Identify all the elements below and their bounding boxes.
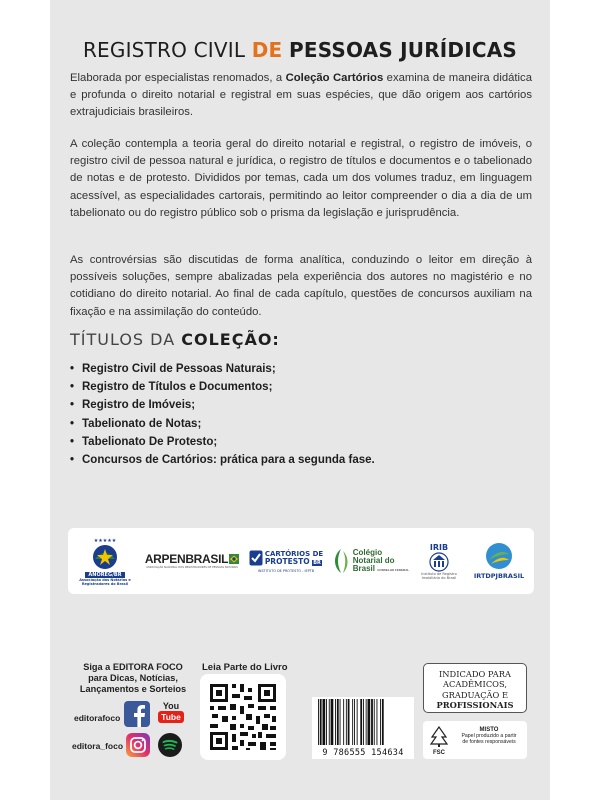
isbn-barcode: [312, 697, 414, 759]
method-paragraph: As controvérsias são discutidas de forma analítica, conduzindo o leitor em direção à possíveis soluções, sempre abalizadas pela experiência dos autores no magistério e no cotidiano do direito notarial. Ao final de cada capítulo, questões de concursos auxiliam na fixação e na assimilação do conteúdo.: [70, 254, 532, 318]
fsc-certification: [423, 721, 527, 759]
audience-line-1: INDICADO PARA: [439, 669, 511, 679]
intro-text-after: examina de maneira didática e profunda o direito notarial e registral em suas espécies, que dão origem aos cartórios extrajudiciais brasileiros.: [70, 72, 532, 119]
list-item-label: Tabelionato de Notas;: [82, 417, 202, 430]
list-item: [70, 415, 375, 433]
barcode-bar: [348, 699, 350, 745]
cnb-line-1: Colégio: [352, 547, 383, 557]
list-item: [70, 451, 375, 469]
barcode-bar: [326, 699, 327, 745]
anoreg-name: ANOREG/BR: [85, 572, 124, 578]
bullet-icon: •: [70, 399, 75, 412]
irib-emblem-icon: [428, 552, 450, 572]
protesto-line-2-wrap: [265, 558, 323, 567]
follow-line-2: para Dicas, Notícias,: [88, 673, 178, 683]
list-item: [70, 396, 375, 414]
list-item-label: Registro Civil de Pessoas Naturais;: [82, 363, 276, 375]
read-sample-label: Leia Parte do Livro: [202, 662, 288, 673]
list-item: [70, 360, 375, 378]
cnb-line-2: Notarial do: [352, 555, 395, 565]
instagram-icon[interactable]: [126, 733, 150, 757]
cnb-line-3-wrap: [353, 565, 409, 574]
anoreg-logo: [72, 528, 138, 594]
barcode-bar: [360, 699, 362, 745]
fsc-line-2: Papel produzido a partir: [461, 733, 517, 739]
barcode-bar: [380, 699, 381, 745]
anoreg-emblem-icon: [87, 537, 123, 571]
checkmark-shield-icon: [249, 550, 263, 566]
barcode-bar: [343, 699, 344, 745]
protesto-logo: [248, 528, 324, 594]
barcode-bar: [368, 699, 371, 745]
bullet-icon: •: [70, 363, 75, 375]
irtdpj-logo: [468, 528, 530, 594]
barcode-bar: [366, 699, 367, 745]
instagram-handle[interactable]: editora_foco: [72, 741, 124, 751]
title-part-1: REGISTRO CIVIL: [82, 38, 246, 62]
cnb-line-3: Brasil: [352, 563, 375, 573]
barcode-bar: [357, 699, 358, 745]
irib-subtitle-1: Instituto de Registro: [421, 571, 457, 576]
protesto-badge: BR: [313, 559, 321, 566]
youtube-icon[interactable]: [158, 701, 184, 727]
barcode-bar: [377, 699, 378, 745]
protesto-text: [265, 550, 323, 567]
arpen-wordmark: [145, 552, 239, 566]
list-item-label: Registro de Imóveis;: [82, 399, 196, 412]
titles-list: [70, 360, 375, 469]
fsc-tree-icon: [428, 725, 450, 755]
follow-text: [72, 662, 194, 695]
irtdpj-emblem-icon: [485, 542, 513, 570]
arpen-name: ARPENBRASIL: [144, 552, 229, 566]
barcode-bar: [340, 699, 341, 745]
leaf-emblem-icon: [331, 547, 351, 575]
barcode-bar: [354, 699, 355, 745]
irib-logo: [414, 528, 464, 594]
barcode-bar: [371, 699, 373, 745]
barcode-bar: [352, 699, 353, 745]
bullet-icon: •: [70, 435, 75, 448]
list-item-label: Tabelionato De Protesto;: [82, 435, 218, 448]
protesto-line-2: PROTESTO: [264, 556, 310, 566]
youtube-tube: Tube: [158, 711, 184, 723]
audience-line-3: GRADUAÇÃO E: [441, 689, 509, 700]
title-part-3: PESSOAS JURÍDICAS: [288, 38, 518, 62]
partner-logos-strip: [68, 528, 534, 594]
list-item-label: Concursos de Cartórios: prática para a segunda fase.: [82, 454, 375, 467]
title-part-2: DE: [251, 38, 283, 62]
audience-box: [423, 663, 527, 713]
barcode-bar: [346, 699, 347, 745]
cover-title: [50, 38, 550, 62]
anoreg-subtitle-2: Registradores do Brasil: [81, 581, 129, 586]
heading-normal: TÍTULOS DA: [70, 330, 176, 349]
cnb-subtitle: CONSELHO FEDERAL: [377, 567, 410, 572]
arpen-logo: [140, 528, 244, 594]
protesto-mark: [249, 550, 323, 567]
arpen-subtitle: ASSOCIAÇÃO NACIONAL DOS REGISTRADORES DE PESSOAS NATURAIS: [146, 566, 238, 569]
bullet-icon: •: [70, 417, 75, 430]
book-back-cover: [50, 0, 550, 800]
barcode-bar: [318, 699, 319, 745]
collection-name: Coleção Cartórios: [285, 72, 384, 84]
audience-line-4: PROFISSIONAIS: [436, 700, 514, 711]
barcode-bar: [331, 699, 334, 745]
arpen-flag-icon: [229, 554, 239, 564]
qr-code-icon: [200, 674, 286, 760]
barcode-bar: [374, 699, 375, 745]
barcode-icon: [312, 699, 414, 749]
spotify-icon[interactable]: [158, 733, 182, 757]
barcode-bar: [335, 699, 336, 745]
barcode-bar: [363, 699, 364, 745]
bullet-icon: •: [70, 454, 75, 467]
isbn-number: 9 786555 154634: [322, 748, 404, 758]
bullet-icon: •: [70, 381, 75, 394]
barcode-bar: [337, 699, 339, 745]
barcode-bar: [323, 699, 326, 745]
barcode-bar: [329, 699, 330, 745]
titles-section-heading: [70, 330, 280, 349]
fsc-label: FSC: [433, 750, 445, 755]
barcode-bar: [320, 699, 322, 745]
facebook-handle[interactable]: editorafoco: [74, 713, 121, 723]
irib-name: IRIB: [429, 542, 449, 552]
irtdpj-name: IRTDPJBRASIL: [473, 572, 525, 580]
list-item-label: Registro de Títulos e Documentos;: [82, 381, 273, 394]
protesto-subtitle: INSTITUTO DE PROTESTO - IEPTB: [257, 568, 315, 573]
anoreg-subtitle-1: Associação dos Notários e: [79, 577, 131, 582]
colegio-notarial-logo: [330, 528, 410, 594]
barcode-bar: [382, 699, 384, 745]
audience-line-2: ACADÊMICOS,: [443, 679, 507, 690]
facebook-icon[interactable]: [124, 701, 150, 727]
cnb-text: [353, 549, 409, 574]
youtube-you: You: [162, 701, 180, 711]
fsc-line-1: MISTO: [479, 727, 499, 733]
intro-paragraph: [70, 70, 532, 122]
content-paragraph: A coleção contempla a teoria geral do direito notarial e registral, o registro de imóveis, o registro civil de pessoa natural e jurídica, o registro de títulos e documentos e o tabelionado de notas e de protesto. Divididos por temas, cada um dos volumes traduz, em linguagem acessível, as especialidades cartorais, permitindo ao leitor compreender o dia a dia de um tabelionato ou do registro público sob o prisma da legislação e jurisprudência.: [70, 138, 532, 219]
svg-text:★★★★★: ★★★★★: [93, 537, 117, 544]
list-item: [70, 378, 375, 396]
follow-line-3: Lançamentos e Sorteios: [79, 684, 187, 694]
list-item: [70, 433, 375, 451]
fsc-text: [453, 727, 525, 745]
fsc-line-3: de fontes responsáveis: [462, 739, 516, 745]
heading-bold: COLEÇÃO:: [181, 330, 280, 349]
irib-subtitle-2: Imobiliário do Brasil: [421, 575, 457, 580]
follow-line-1: Siga a EDITORA FOCO: [83, 662, 183, 672]
qr-code[interactable]: [200, 674, 286, 760]
intro-text-before: Elaborada por especialistas renomados, a: [70, 72, 283, 84]
protesto-line-1: CARTÓRIOS DE: [264, 549, 324, 558]
